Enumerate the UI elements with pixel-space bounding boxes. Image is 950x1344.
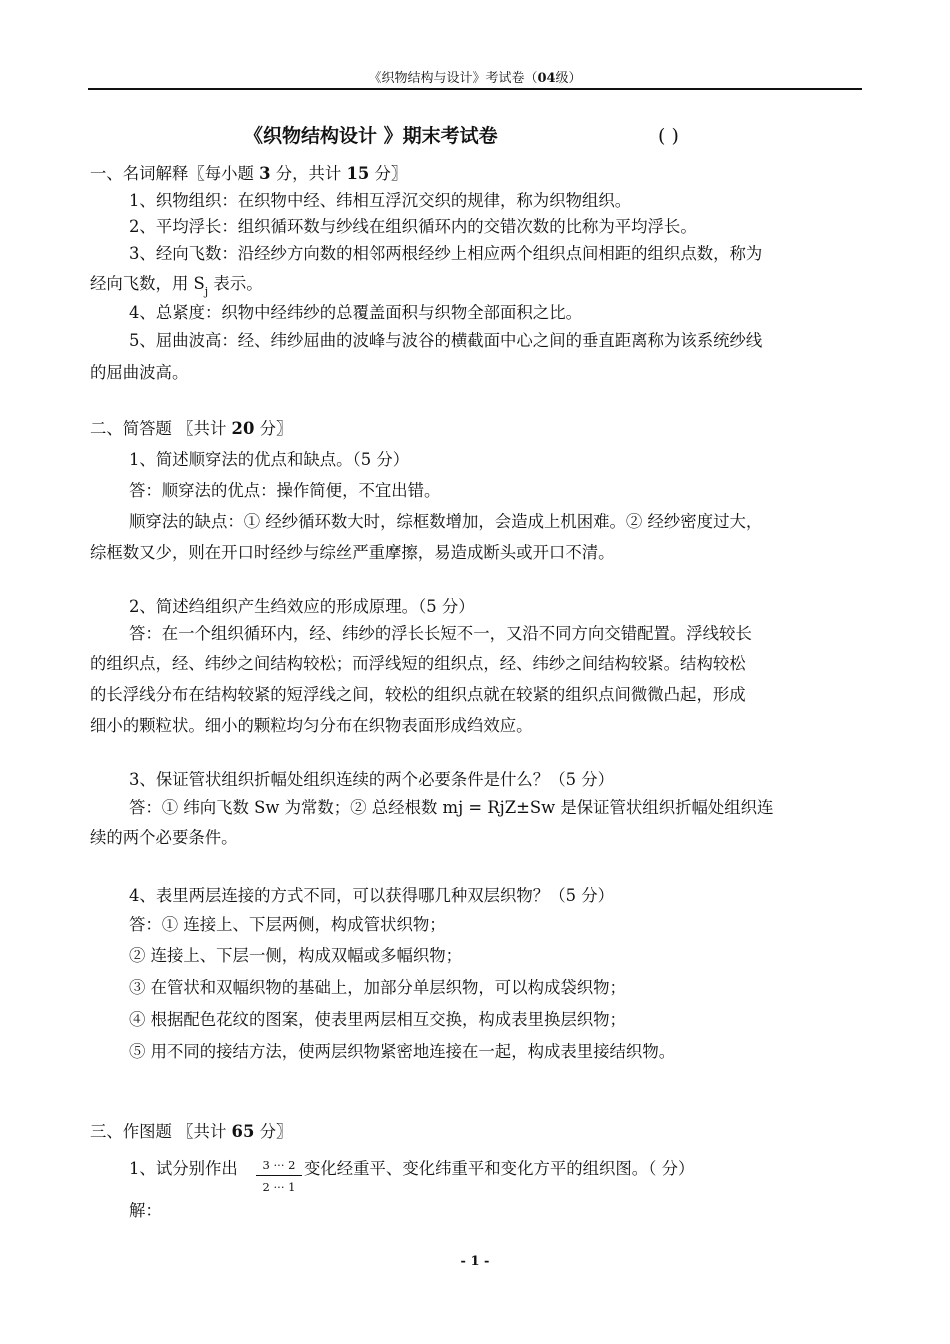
- s2-answer-1-line-2: 顺穿法的缺点：① 经纱循环数大时，综框数增加，会造成上机困难。② 经纱密度过大，: [129, 512, 763, 531]
- s2-answer-3-line-2: 续的两个必要条件。: [90, 828, 238, 847]
- s1-item-5-line-2: 的屈曲波高。: [90, 363, 189, 382]
- s2-answer-4-line-1: 答：① 连接上、下层两侧，构成管状织物；: [129, 915, 446, 934]
- section-3-heading: 三、作图题 〖共计 65 分〗: [90, 1122, 293, 1141]
- s1-item-3-line-2: 经向飞数，用 $S_j$ 表示。: [90, 274, 263, 298]
- s3-answer-label: 解：: [129, 1201, 162, 1220]
- s2-answer-2-line-4: 细小的颗粒状。细小的颗粒均匀分布在织物表面形成绉效应。: [90, 716, 533, 735]
- s2-answer-4-line-3: ③ 在管状和双幅织物的基础上，加部分单层织物，可以构成袋织物；: [129, 978, 626, 997]
- s3-question-1-suffix: 变化经重平、变化纬重平和变化方平的组织图。（ 分）: [304, 1159, 695, 1178]
- s1-item-4: 4、总紧度：织物中经纬纱的总覆盖面积与织物全部面积之比。: [129, 303, 582, 322]
- page-number: - 1 -: [460, 1254, 490, 1269]
- fraction-numerator: 3 ··· 2: [262, 1158, 296, 1172]
- section-1-heading: 一、名词解释〖每小题 3 分，共计 15 分〗: [90, 164, 408, 183]
- s3-question-1-prefix: 1、试分别作出: [129, 1159, 238, 1178]
- s2-answer-4-line-4: ④ 根据配色花纹的图案，使表里两层相互交换，构成表里换层织物；: [129, 1010, 626, 1029]
- s2-answer-4-line-2: ② 连接上、下层一侧，构成双幅或多幅织物；: [129, 946, 463, 965]
- s1-item-5-line-1: 5、屈曲波高：经、纬纱屈曲的波峰与波谷的横截面中心之间的垂直距离称为该系统纱线: [129, 331, 763, 350]
- s2-question-2: 2、简述绉组织产生绉效应的形成原理。（5 分）: [129, 597, 475, 616]
- s2-answer-1-line-3: 综框数又少，则在开口时经纱与综丝严重摩擦，易造成断头或开口不清。: [90, 543, 615, 562]
- s2-question-4: 4、表里两层连接的方式不同，可以获得哪几种双层织物？（5 分）: [129, 886, 615, 905]
- s2-answer-2-line-1: 答：在一个组织循环内，经、纬纱的浮长长短不一，又沿不同方向交错配置。浮线较长: [129, 624, 752, 643]
- s2-answer-2-line-2: 的组织点，经、纬纱之间结构较松；而浮线短的组织点，经、纬纱之间结构较紧。结构较松: [90, 654, 746, 673]
- header-rule: [88, 88, 862, 90]
- exam-title: 《织物结构设计 》期末考试卷: [244, 125, 498, 147]
- title-paren: ( ): [658, 125, 679, 147]
- s2-answer-3-line-1: 答：① 纬向飞数 Sw 为常数；② 总经根数 mj = RjZ±Sw 是保证管状组织折幅处组织连: [129, 798, 774, 817]
- weave-fraction: [256, 1158, 302, 1194]
- subscript-j: j: [204, 285, 209, 298]
- fraction-bar: [256, 1175, 302, 1176]
- s1-item-3-line-1: 3、经向飞数：沿经纱方向数的相邻两根经纱上相应两个组织点间相距的组织点数，称为: [129, 244, 763, 263]
- s1-item-1: 1、织物组织：在织物中经、纬相互浮沉交织的规律，称为织物组织。: [129, 191, 632, 210]
- s2-answer-1-line-1: 答：顺穿法的优点：操作简便，不宜出错。: [129, 481, 441, 500]
- fraction-denominator: 2 ··· 1: [262, 1180, 296, 1194]
- s2-answer-4-line-5: ⑤ 用不同的接结方法，使两层织物紧密地连接在一起，构成表里接结织物。: [129, 1042, 676, 1061]
- s2-question-1: 1、简述顺穿法的优点和缺点。（5 分）: [129, 450, 410, 469]
- s1-item-2: 2、平均浮长：组织循环数与纱线在组织循环内的交错次数的比称为平均浮长。: [129, 217, 697, 236]
- s2-question-3: 3、保证管状组织折幅处组织连续的两个必要条件是什么？（5 分）: [129, 770, 615, 789]
- section-2-heading: 二、简答题 〖共计 20 分〗: [90, 419, 293, 438]
- s2-answer-2-line-3: 的长浮线分布在结构较紧的短浮线之间，较松的组织点就在较紧的组织点间微微凸起，形成: [90, 685, 746, 704]
- running-header: 《织物结构与设计》考试卷（04级）: [368, 71, 582, 86]
